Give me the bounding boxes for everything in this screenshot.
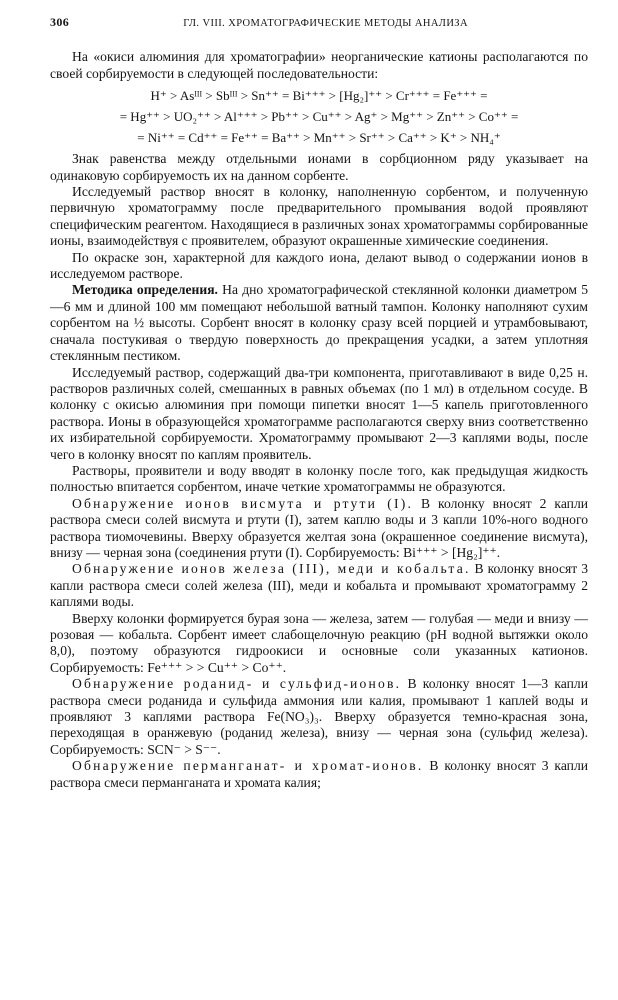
thiocyanate-sulfide-title: Обнаружение роданид- и сульфид-ионов.	[72, 676, 402, 692]
permanganate-chromate-text: В колонку вносят 3 капли раствора смеси перманганата и хромата калия;	[50, 758, 589, 790]
zones-paragraph: Вверху колонки формируется бурая зона — железа, затем — голубая — меди и внизу — розовая — кобальта. Сорбент имеет слабощелочную реакцию (pH водной вытяжки около 8,0), поэтому образуются гидроокиси и основные соли указанных катионов. Сорбируемость: Fe⁺⁺⁺ > > Cu⁺⁺ > Co⁺⁺.	[50, 610, 588, 675]
method-paragraph	[50, 282, 588, 364]
intro-paragraph: На «окиси алюминия для хроматографии» неорганические катионы располагаются по своей сорбируемости в следующей последовательности:	[50, 49, 588, 81]
sorption-series	[50, 88, 588, 145]
iron-copper-cobalt-text: В колонку вносят 3 капли раствора смеси солей железа (III), меди и кобальта и промывают хроматограмму 2 каплями воды.	[50, 561, 588, 610]
thiocyanate-sulfide-text: В колонку вносят 1—3 капли раствора смеси роданида и сульфида аммония или калия, промывают 1 каплей воды и проявляют 3 каплями раствора Fe(NO₃)₃. Вверху образуется темно-красная зона, переходящая в оранжевую (роданид железа), внизу — черная зона (сульфид железа). Сорбируемость: SCN⁻ > S⁻⁻.	[50, 676, 588, 757]
column-paragraph: Исследуемый раствор вносят в колонку, наполненную сорбентом, и полученную первичную хроматограмму после предварительного промывания водой проявляют специфическим реагентом. Находящиеся в различных зонах хроматограммы сорбированные ионы, взаимодействуя с проявителем, образуют окрашенные химические соединения.	[50, 184, 588, 249]
color-paragraph: По окраске зон, характерной для каждого иона, делают вывод о содержании ионов в исследуемом растворе.	[50, 249, 588, 282]
method-text: На дно хроматографической стеклянной колонки диаметром 5—6 мм и длиной 100 мм помещают небольшой ватный тампон. Колонку наполняют сухим сорбентом на ½ высоты. Сорбент вносят в колонку сразу всей порцией и утрамбовывают, сначала постукивая о твердую поверхность до прекращения усадки, а затем уплотняя стеклянным пестиком.	[50, 282, 588, 364]
permanganate-chromate-title: Обнаружение перманганат- и хромат-ионов.	[72, 758, 424, 774]
equal-sign-paragraph: Знак равенства между отдельными ионами в сорбционном ряду указывает на одинаковую сорбируемость их на данном сорбенте.	[50, 151, 588, 183]
bismuth-mercury-text: В колонку вносят 2 капли раствора смеси солей висмута и ртути (I), затем каплю воды и 3 капли 10%-ного водного раствора тиомочевины. Вверху образуется желтая зона (окрашенное соединение висмута), внизу — черная зона (соединения ртути (I). Сорбируемость: Bi⁺⁺⁺ > [Hg₂]⁺⁺.	[50, 495, 589, 560]
series-line-1: H⁺ > Asᴵᴵᴵ > Sbᴵᴵᴵ > Sn⁺⁺ = Bi⁺⁺⁺ > [Hg₂]⁺⁺ > Cr⁺⁺⁺ = Fe⁺⁺⁺ =	[150, 88, 488, 104]
page-number: 306	[50, 15, 70, 29]
thiocyanate-sulfide-paragraph	[50, 676, 588, 758]
running-title: ГЛ. VIII. ХРОМАТОГРАФИЧЕСКИЕ МЕТОДЫ АНАЛИЗА	[183, 18, 468, 29]
preparation-paragraph: Исследуемый раствор, содержащий два-три компонента, приготавливают в виде 0,25 н. растворов различных солей, смешанных в равных объемах (по 1 мл) в отдельном сосуде. В колонку с окисью алюминия при помощи пипетки вносят 1—5 капель приготовленного раствора. Ионы в образующейся хроматограмме располагаются сверху вниз соответственно их избирательной сорбируемости. Хроматограмму промывают 2—3 каплями воды, после чего в колонку вносят по каплям проявитель.	[50, 364, 588, 462]
solutions-paragraph: Растворы, проявители и воду вводят в колонку после того, как предыдущая жидкость полностью впитается сорбентом, иначе четкие хроматограммы не образуются.	[50, 462, 588, 495]
iron-copper-cobalt-title: Обнаружение ионов железа (III), меди и кобальта.	[72, 561, 471, 577]
iron-copper-cobalt-paragraph	[50, 561, 588, 610]
page-header	[50, 14, 588, 32]
bismuth-mercury-paragraph	[50, 496, 588, 562]
method-title: Методика определения.	[72, 282, 218, 298]
permanganate-chromate-paragraph	[50, 758, 588, 791]
bismuth-mercury-title: Обнаружение ионов висмута и ртути (I).	[72, 495, 414, 511]
series-line-2: = Hg⁺⁺ > UO₂⁺⁺ > Al⁺⁺⁺ > Pb⁺⁺ > Cu⁺⁺ > Ag⁺ > Mg⁺⁺ > Zn⁺⁺ > Co⁺⁺ =	[119, 109, 519, 125]
series-line-3: = Ni⁺⁺ = Cd⁺⁺ = Fe⁺⁺ = Ba⁺⁺ > Mn⁺⁺ > Sr⁺⁺ > Ca⁺⁺ > K⁺ > NH₄⁺	[137, 130, 501, 146]
